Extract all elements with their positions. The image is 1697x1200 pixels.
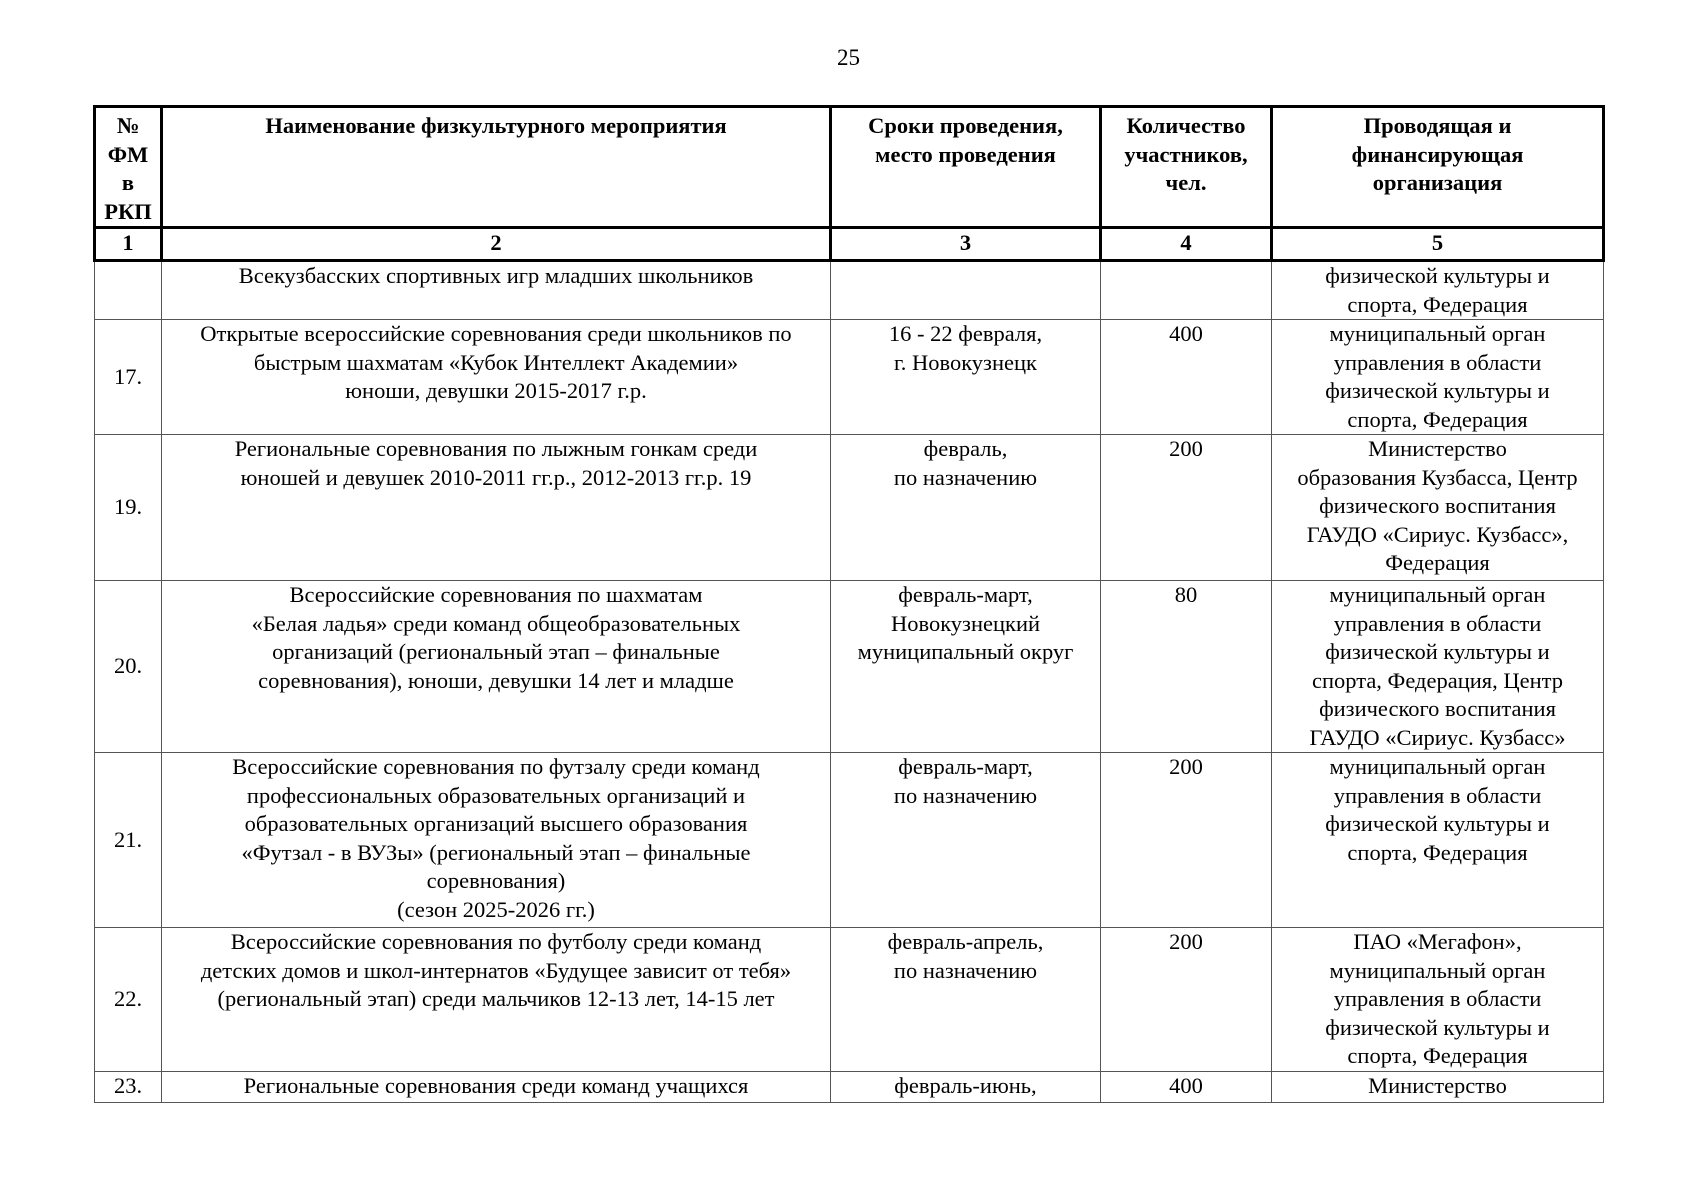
header-cell [1272, 107, 1604, 228]
event-dates [831, 435, 1101, 581]
event-name [162, 753, 831, 928]
header-cell [1101, 107, 1272, 228]
header-line: в [121, 170, 135, 195]
event-dates-line: г. Новокузнецк [894, 349, 1037, 375]
event-dates [831, 581, 1101, 753]
event-name-line: «Белая ладья» среди команд общеобразовательных [251, 610, 741, 636]
organizer-line: спорта, Федерация [1347, 1043, 1528, 1068]
row-number: 17. [95, 320, 162, 435]
header-line: участников, [1124, 141, 1248, 167]
organizer-line: спорта, Федерация [1347, 291, 1528, 317]
event-name-line: Региональные соревнования среди команд учащихся [243, 1072, 749, 1098]
events-table [93, 105, 1605, 1103]
organizer-line: физической культуры и [1325, 811, 1550, 836]
page-number: 25 [837, 45, 860, 70]
event-name [162, 581, 831, 753]
organizer-line: муниципальный орган [1329, 754, 1546, 779]
event-name-line: юноши, девушки 2015-2017 г.р. [345, 378, 647, 403]
participant-count: 200 [1101, 928, 1272, 1072]
event-dates-line: по назначению [893, 782, 1038, 808]
event-name-line: (региональный этап) среди мальчиков 12-13 лет, 14-15 лет [217, 986, 775, 1011]
event-name-line: Региональные соревнования по лыжным гонкам среди [234, 436, 758, 461]
event-dates [831, 928, 1101, 1072]
organizer-line: физического воспитания [1319, 696, 1556, 721]
organizer-line: муниципальный орган [1329, 321, 1546, 346]
header-line: организация [1372, 170, 1503, 195]
event-name [162, 928, 831, 1072]
event-dates [831, 753, 1101, 928]
event-dates-line: февраль-апрель, [887, 929, 1044, 954]
event-name-line: Открытые всероссийские соревнования среди школьников по [200, 321, 792, 346]
column-number: 5 [1272, 228, 1604, 261]
participant-count: 200 [1101, 435, 1272, 581]
organizer [1272, 1071, 1604, 1102]
organizer [1272, 928, 1604, 1072]
event-dates-line: 16 - 22 февраля, [888, 321, 1043, 346]
organizer-line: Федерация [1385, 550, 1490, 575]
header-line: № [116, 113, 140, 138]
header-line: Сроки проведения, [868, 113, 1063, 138]
organizer-line: Министерство [1368, 436, 1507, 461]
organizer-line: муниципальный орган [1329, 957, 1546, 983]
event-name-line: (сезон 2025-2026 гг.) [397, 896, 595, 922]
event-dates-line: февраль-март, [898, 754, 1033, 779]
event-name-line: Всекузбасских спортивных игр младших школьников [238, 263, 754, 288]
header-line: чел. [1165, 170, 1207, 195]
column-number: 1 [95, 228, 162, 261]
organizer [1272, 581, 1604, 753]
event-name [162, 1071, 831, 1102]
organizer-line: ГАУДО «Сириус. Кузбасс» [1309, 724, 1566, 750]
organizer-line: спорта, Федерация, Центр [1311, 667, 1564, 693]
event-dates [831, 1071, 1101, 1102]
event-dates-line: муниципальный округ [857, 639, 1074, 664]
column-number: 2 [162, 228, 831, 261]
organizer-line: Министерство [1368, 1072, 1507, 1098]
row-number: 21. [95, 753, 162, 928]
row-number: 19. [95, 435, 162, 581]
organizer-line: ПАО «Мегафон», [1353, 929, 1522, 954]
event-name-line: соревнования), юноши, девушки 14 лет и младше [258, 667, 734, 693]
row-number [95, 261, 162, 320]
event-dates [831, 261, 1101, 320]
participant-count [1101, 261, 1272, 320]
row-number: 20. [95, 581, 162, 753]
header-cell [831, 107, 1101, 228]
event-name-line: Всероссийские соревнования по футзалу среди команд [232, 754, 760, 779]
event-name-line: юношей и девушек 2010-2011 гг.р., 2012-2013 гг.р. 19 [240, 464, 752, 490]
header-line: ФМ [107, 141, 149, 167]
organizer-line: физической культуры и [1325, 378, 1550, 403]
organizer-line: ГАУДО «Сириус. Кузбасс», [1306, 521, 1569, 547]
organizer-line: спорта, Федерация [1347, 406, 1528, 432]
table-row [95, 1071, 1604, 1102]
organizer-line: физической культуры и [1325, 639, 1550, 664]
row-number: 23. [95, 1071, 162, 1102]
organizer-line: муниципальный орган [1329, 582, 1546, 607]
organizer [1272, 435, 1604, 581]
table-row [95, 435, 1604, 581]
organizer-line: управления в области [1333, 610, 1542, 636]
event-name-line: быстрым шахматам «Кубок Интеллект Академии» [253, 349, 739, 375]
event-dates-line: Новокузнецкий [890, 610, 1041, 636]
column-number: 4 [1101, 228, 1272, 261]
header-line: Проводящая и [1363, 113, 1512, 138]
event-name-line: соревнования) [426, 868, 566, 893]
organizer-line: управления в области [1333, 986, 1542, 1011]
organizer [1272, 320, 1604, 435]
column-number: 3 [831, 228, 1101, 261]
header-line: Количество [1126, 113, 1246, 138]
event-dates-line: февраль-март, [898, 582, 1033, 607]
organizer [1272, 261, 1604, 320]
table-header-row [95, 107, 1604, 228]
event-name-line: детских домов и школ-интернатов «Будущее зависит от тебя» [200, 957, 792, 983]
row-number: 22. [95, 928, 162, 1072]
organizer-line: управления в области [1333, 349, 1542, 375]
event-name [162, 320, 831, 435]
column-number-row [95, 228, 1604, 261]
organizer-line: физической культуры и [1325, 263, 1550, 288]
table-row [95, 928, 1604, 1072]
organizer-line: управления в области [1333, 782, 1542, 808]
table-row [95, 261, 1604, 320]
event-name-line: профессиональных образовательных организаций и [246, 782, 746, 808]
event-dates-line: февраль-июнь, [894, 1072, 1037, 1098]
participant-count: 200 [1101, 753, 1272, 928]
header-line: Наименование физкультурного мероприятия [265, 113, 727, 138]
header-cell [162, 107, 831, 228]
header-line: РКП [104, 198, 152, 224]
header-cell [95, 107, 162, 228]
event-name-line: Всероссийские соревнования по шахматам [289, 582, 703, 607]
event-name-line: образовательных организаций высшего образования [244, 811, 748, 836]
event-dates-line: по назначению [893, 957, 1038, 983]
table-row [95, 320, 1604, 435]
event-name-line: Всероссийские соревнования по футболу среди команд [230, 929, 762, 954]
header-line: место проведения [875, 141, 1056, 167]
header-line: финансирующая [1351, 141, 1524, 167]
event-name-line: «Футзал - в ВУЗы» (региональный этап – финальные [241, 839, 751, 865]
event-dates [831, 320, 1101, 435]
organizer-line: спорта, Федерация [1347, 839, 1528, 865]
organizer [1272, 753, 1604, 928]
event-dates-line: по назначению [893, 464, 1038, 490]
event-name-line: организаций (региональный этап – финальные [272, 639, 720, 664]
table-row [95, 753, 1604, 928]
table-row [95, 581, 1604, 753]
event-dates-line: февраль, [923, 436, 1008, 461]
participant-count: 80 [1101, 581, 1272, 753]
participant-count: 400 [1101, 1071, 1272, 1102]
organizer-line: физической культуры и [1325, 1014, 1550, 1040]
participant-count: 400 [1101, 320, 1272, 435]
organizer-line: физического воспитания [1319, 493, 1556, 518]
event-name [162, 435, 831, 581]
organizer-line: образования Кузбасса, Центр [1297, 464, 1578, 490]
event-name [162, 261, 831, 320]
